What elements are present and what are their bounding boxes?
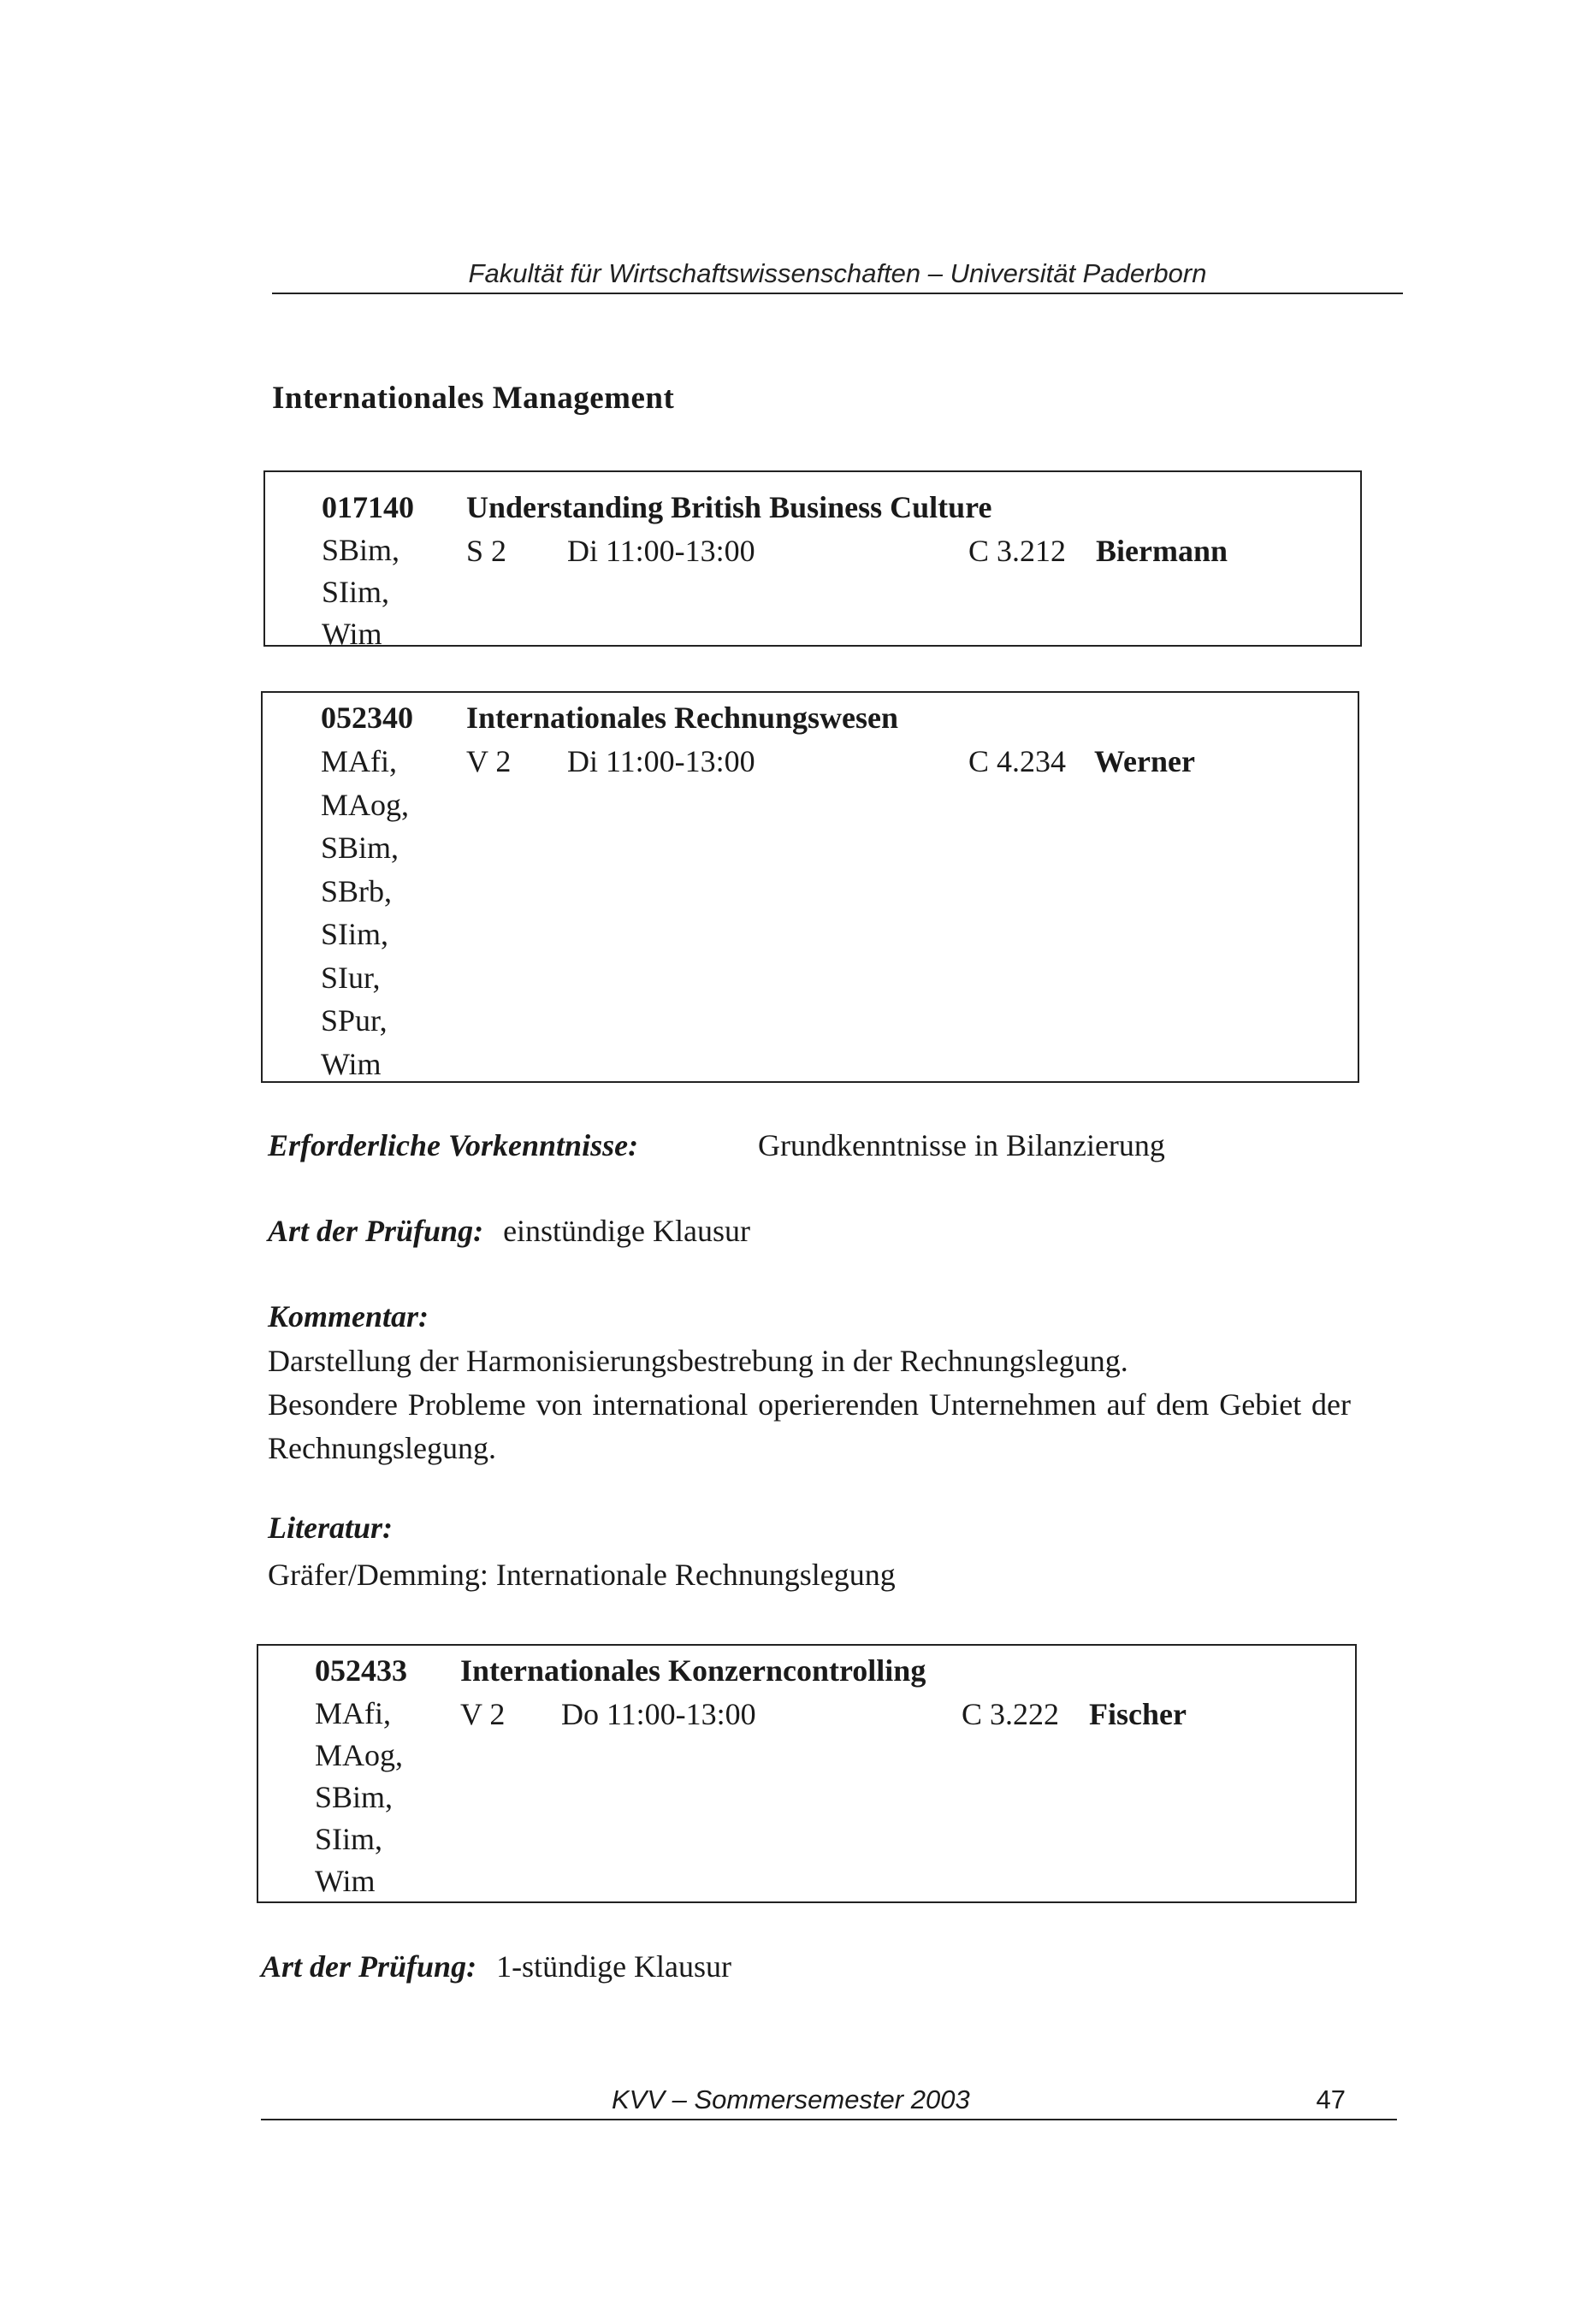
- course-program-list: [321, 740, 409, 1085]
- comment-label: [268, 1298, 429, 1334]
- course-lecturer: Werner: [1094, 744, 1195, 778]
- page-number: 47: [1316, 2085, 1346, 2114]
- course-lecturer: Biermann: [1096, 534, 1228, 568]
- course-type: S 2: [466, 534, 507, 568]
- exam-label: Art der Prüfung:: [261, 1949, 477, 1984]
- course-type: V 2: [460, 1697, 506, 1731]
- comment-line-1: Darstellung der Harmonisierungsbestrebung in der Rechnungslegung.: [268, 1344, 1128, 1378]
- program-item: SBim,: [315, 1780, 394, 1814]
- literature-value: Gräfer/Demming: Internationale Rechnungslegung: [268, 1558, 896, 1592]
- exam-value: einstündige Klausur: [503, 1214, 751, 1248]
- program-item: MAog,: [315, 1738, 404, 1772]
- exam-value: 1-stündige Klausur: [496, 1949, 732, 1984]
- course-time: Do 11:00-13:00: [561, 1697, 756, 1731]
- footer-text: KVV – Sommersemester 2003: [612, 2085, 970, 2114]
- program-item: Wim: [315, 1864, 376, 1898]
- exam-type-1: [268, 1213, 750, 1249]
- program-item: SIur,: [321, 960, 381, 995]
- program-item: SBim,: [321, 831, 399, 865]
- program-item: SBim,: [322, 533, 400, 567]
- exam-label: Art der Prüfung:: [268, 1214, 484, 1248]
- course-number: 017140: [322, 490, 414, 524]
- course-room: C 3.222: [962, 1697, 1060, 1731]
- prereq-label: [268, 1127, 638, 1163]
- course-program-list: [322, 529, 399, 655]
- course-time: Di 11:00-13:00: [567, 534, 755, 568]
- course-time: Di 11:00-13:00: [567, 744, 755, 778]
- course-room: C 3.212: [968, 534, 1067, 568]
- comment-line-2: Besondere Probleme von international operierenden Unternehmen auf dem Gebiet der Rechnungslegung.: [268, 1387, 1351, 1465]
- course-box-052433: [257, 1644, 1357, 1903]
- program-item: MAfi,: [321, 744, 397, 778]
- program-item: SBrb,: [321, 873, 393, 908]
- page-header: Fakultät für Wirtschaftswissenschaften – Universität Paderborn: [272, 255, 1403, 294]
- prereq-value: Grundkenntnisse in Bilanzierung: [758, 1128, 1165, 1162]
- course-number: 052433: [315, 1653, 407, 1688]
- program-item: MAog,: [321, 787, 410, 822]
- section-title: Internationales Management: [272, 381, 675, 416]
- course-type: V 2: [466, 744, 512, 778]
- course-lecturer: Fischer: [1089, 1697, 1187, 1731]
- course-number: 052340: [321, 701, 413, 735]
- program-item: SIim,: [322, 575, 390, 609]
- exam-type-2: [261, 1948, 731, 1984]
- course-title: Internationales Rechnungswesen: [466, 701, 899, 735]
- program-item: Wim: [322, 617, 382, 651]
- course-title: Understanding British Business Culture: [466, 490, 992, 524]
- program-item: SIim,: [315, 1822, 383, 1856]
- comment-label-text: Kommentar:: [268, 1299, 429, 1333]
- course-program-list: [315, 1693, 403, 1902]
- program-item: Wim: [321, 1046, 382, 1081]
- course-title: Internationales Konzerncontrolling: [460, 1653, 926, 1688]
- program-item: SPur,: [321, 1003, 388, 1038]
- program-item: SIim,: [321, 917, 389, 951]
- page-footer: [261, 2081, 1397, 2120]
- course-box-017140: [263, 470, 1362, 651]
- literature-label-text: Literatur:: [268, 1511, 394, 1545]
- literature-label: [268, 1510, 393, 1546]
- prereq-label-text: Erforderliche Vorkenntnisse:: [268, 1128, 639, 1162]
- program-item: MAfi,: [315, 1696, 391, 1730]
- course-box-052340: [261, 691, 1359, 1083]
- course-room: C 4.234: [968, 744, 1067, 778]
